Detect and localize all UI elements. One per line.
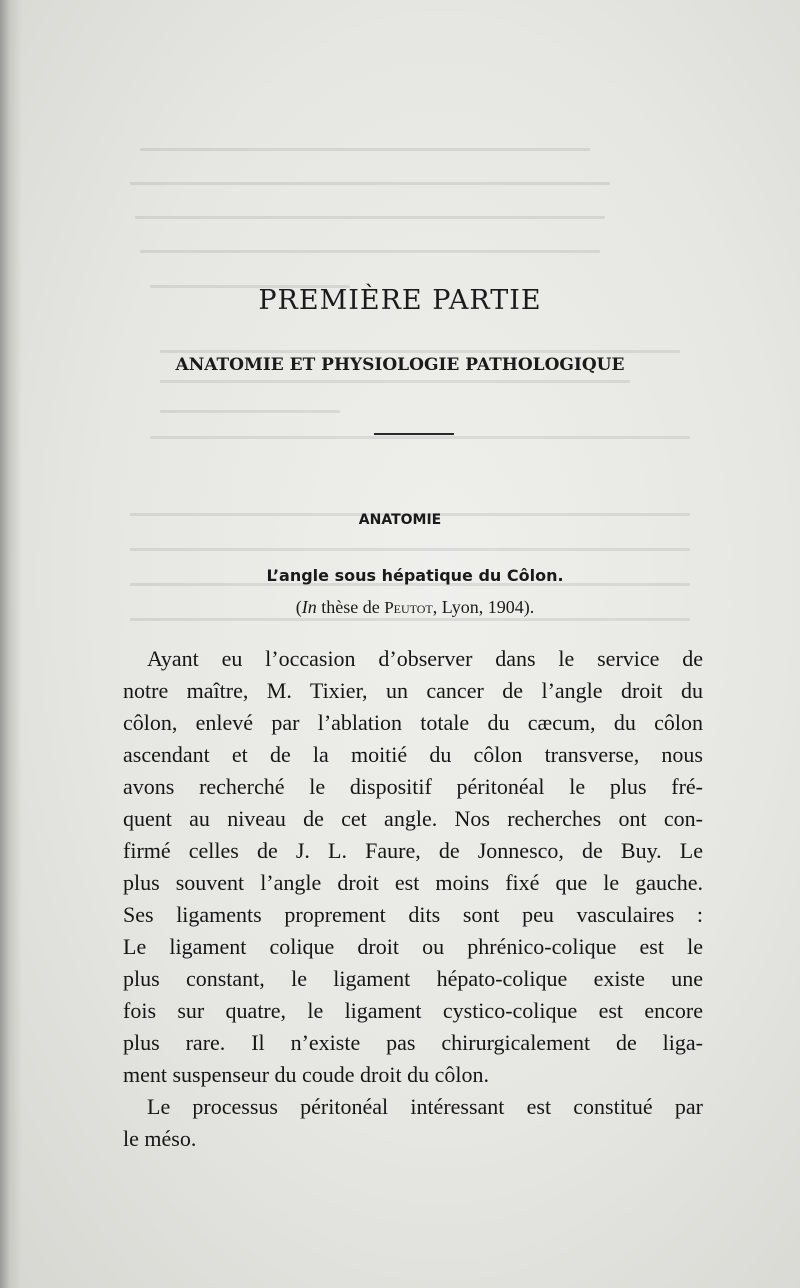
citation-author: Peutot [384,598,433,617]
paragraph [123,643,703,1091]
citation [0,597,800,618]
citation-in-word: In [301,597,317,617]
text-line: plus constant, le ligament hépato-colique existe une [123,966,703,991]
text-line: avons recherché le dispositif péritonéal le plus fré- [123,774,703,799]
text-line: quent au niveau de cet angle. Nos recherches ont con- [123,806,703,831]
text-line: Le ligament colique droit ou phrénico-colique est le [123,934,703,959]
text-line: plus rare. Il n’existe pas chirurgicalement de liga- [123,1030,703,1055]
text-line: Le processus péritonéal intéressant est constitué par [147,1094,703,1119]
text-line: notre maître, M. Tixier, un cancer de l’angle droit du [123,678,703,703]
text-line: Ses ligaments proprement dits sont peu vasculaires : [123,902,703,927]
binding-shadow [0,0,22,1288]
text-line: ascendant et de la moitié du côlon transverse, nous [123,742,703,767]
text-line: fois sur quatre, le ligament cystico-colique est encore [123,998,703,1023]
title-divider [374,433,454,435]
text-line: ment suspenseur du coude droit du côlon. [123,1062,489,1087]
text-line: le méso. [123,1126,197,1151]
text-line: côlon, enlevé par l’ablation totale du cæcum, du côlon [123,710,703,735]
part-subtitle: ANATOMIE ET PHYSIOLOGIE PATHOLOGIQUE [175,355,625,375]
text-line: firmé celles de J. L. Faure, de Jonnesco, de Buy. Le [123,838,703,863]
body-text [123,643,703,1155]
article-title: L’angle sous hépatique du Côlon. [266,566,564,585]
part-title: PREMIÈRE PARTIE [258,285,542,316]
section-heading: ANATOMIE [358,512,442,528]
text-line: plus souvent l’angle droit est moins fixé que le gauche. [123,870,703,895]
citation-text: thèse de [316,597,385,617]
text-line: Ayant eu l’occasion d’observer dans le service de [147,646,703,671]
citation-place-year: , Lyon, 1904). [432,597,535,617]
paragraph [123,1091,703,1155]
citation-open-paren: ( [295,597,302,617]
